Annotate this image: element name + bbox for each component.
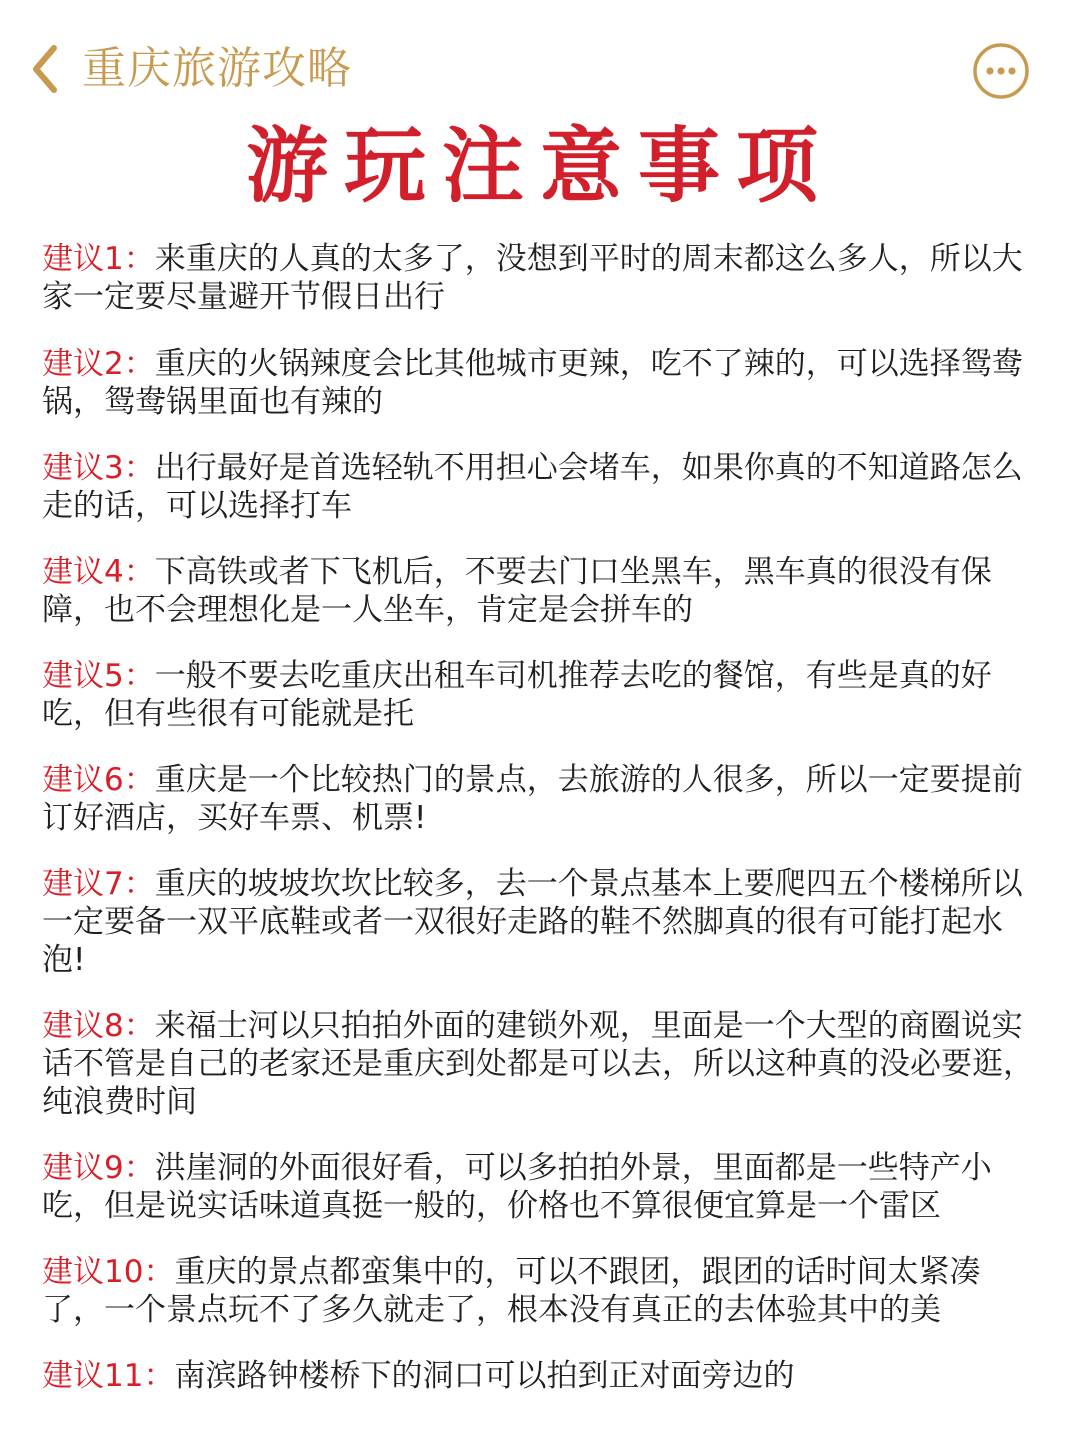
tip-item xyxy=(42,1007,1042,1121)
tip-label: 建议5： xyxy=(42,658,155,694)
tip-item xyxy=(42,1357,1042,1395)
tip-text: 出行最好是首选轻轨不用担心会堵车，如果你真的不知道路怎么走的话，可以选择打车 xyxy=(42,450,1023,524)
tip-text: 洪崖洞的外面很好看，可以多拍拍外景，里面都是一些特产小吃，但是说实话味道真挺一般的，价格也不算很便宜算是一个雷区 xyxy=(42,1150,992,1224)
tip-label: 建议8： xyxy=(42,1008,155,1044)
tip-label: 建议9： xyxy=(42,1150,155,1186)
tip-label: 建议6： xyxy=(42,762,155,798)
chevron-left-icon xyxy=(28,42,64,96)
tip-label: 建议2： xyxy=(42,346,155,382)
more-dots-icon xyxy=(972,42,1030,100)
tip-text: 来福士河以只拍拍外面的建锁外观，里面是一个大型的商圈说实话不管是自己的老家还是重庆到处都是可以去，所以这种真的没必要逛，纯浪费时间 xyxy=(42,1008,1034,1120)
tip-label: 建议7： xyxy=(42,866,155,902)
tip-label: 建议11： xyxy=(42,1358,175,1394)
tip-text: 下高铁或者下飞机后，不要去门口坐黑车，黑车真的很没有保障，也不会理想化是一人坐车，肯定是会拼车的 xyxy=(42,554,992,628)
tip-text: 重庆是一个比较热门的景点，去旅游的人很多，所以一定要提前订好酒店，买好车票、机票! xyxy=(42,762,1023,836)
tip-item xyxy=(42,657,1042,733)
tip-text: 重庆的坡坡坎坎比较多，去一个景点基本上要爬四五个楼梯所以一定要备一双平底鞋或者一双很好走路的鞋不然脚真的很有可能打起水泡! xyxy=(42,866,1023,978)
tip-item xyxy=(42,345,1042,421)
tip-label: 建议10： xyxy=(42,1254,175,1290)
back-button[interactable] xyxy=(28,42,64,96)
tip-label: 建议3： xyxy=(42,450,155,486)
tip-label: 建议1： xyxy=(42,241,155,277)
tip-item xyxy=(42,553,1042,629)
tip-text: 来重庆的人真的太多了，没想到平时的周末都这么多人，所以大家一定要尽量避开节假日出行 xyxy=(42,241,1023,315)
tip-item xyxy=(42,865,1042,979)
more-options-button[interactable] xyxy=(972,42,1030,100)
tip-item xyxy=(42,761,1042,837)
tip-item xyxy=(42,240,1042,316)
tip-item xyxy=(42,1253,1042,1329)
tip-text: 重庆的火锅辣度会比其他城市更辣，吃不了辣的，可以选择鸳鸯锅，鸳鸯锅里面也有辣的 xyxy=(42,346,1023,420)
headline: 游玩注意事项 xyxy=(245,118,834,214)
tip-item xyxy=(42,1149,1042,1225)
tip-item xyxy=(42,449,1042,525)
tip-text: 重庆的景点都蛮集中的，可以不跟团，跟团的话时间太紧凑了，一个景点玩不了多久就走了，根本没有真正的去体验其中的美 xyxy=(42,1254,981,1328)
tip-text: 南滨路钟楼桥下的洞口可以拍到正对面旁边的 xyxy=(174,1358,795,1394)
top-bar xyxy=(0,0,1080,130)
tip-label: 建议4： xyxy=(42,554,155,590)
tip-text: 一般不要去吃重庆出租车司机推荐去吃的餐馆，有些是真的好吃，但有些很有可能就是托 xyxy=(42,658,992,732)
page-title: 重庆旅游攻略 xyxy=(82,43,352,94)
